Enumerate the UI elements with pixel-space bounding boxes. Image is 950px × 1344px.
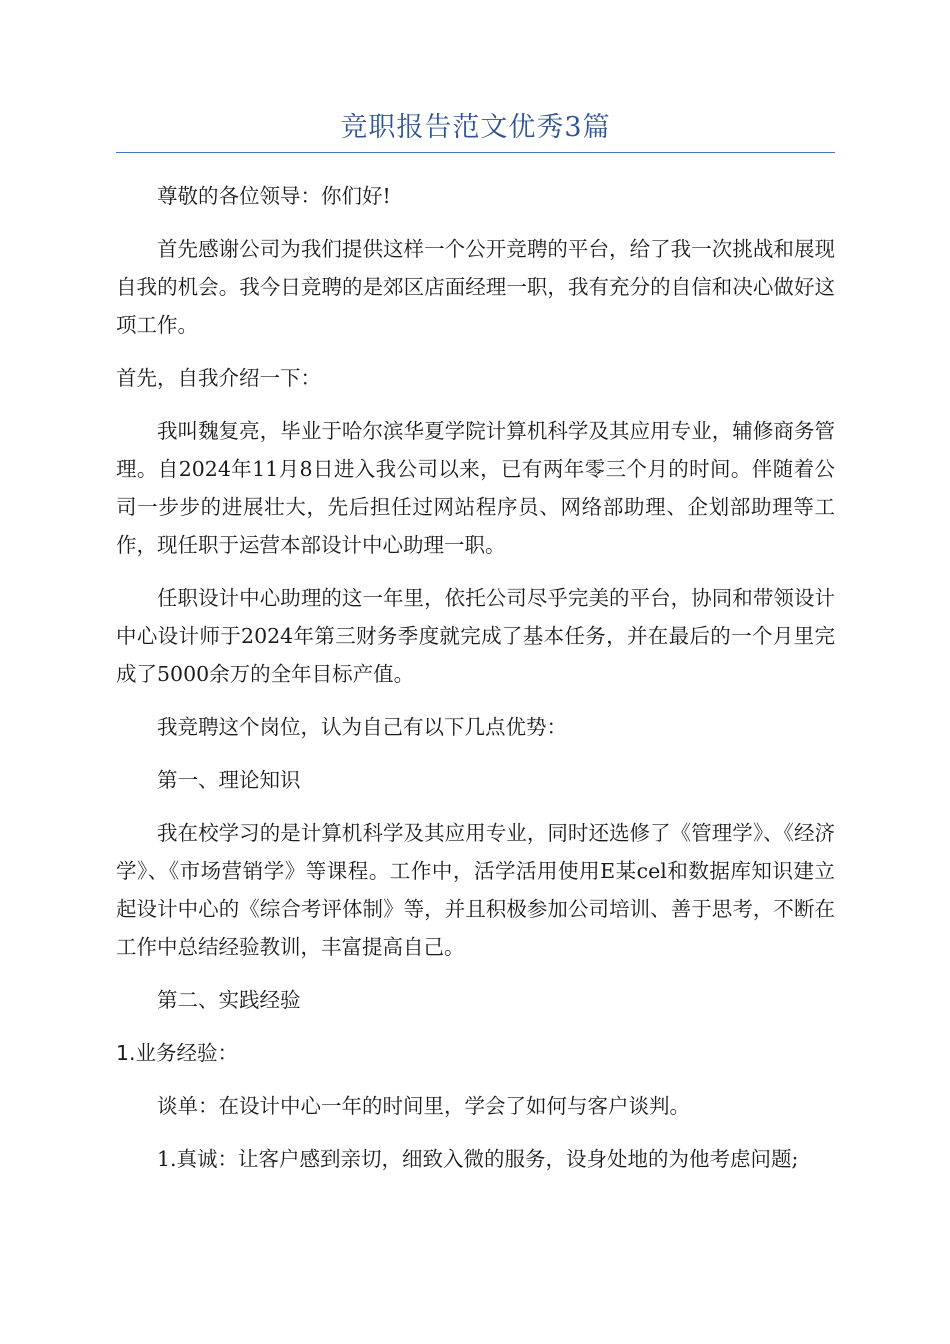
paragraph-thanks: 首先感谢公司为我们提供这样一个公开竞聘的平台，给了我一次挑战和展现自我的机会。我今日竞聘的是郊区店面经理一职，我有充分的自信和决心做好这项工作。 <box>116 237 835 337</box>
document-page <box>116 108 835 1193</box>
paragraph-greeting: 尊敬的各位领导：你们好! <box>157 184 391 208</box>
paragraph-negotiation: 谈单：在设计中心一年的时间里，学会了如何与客户谈判。 <box>157 1094 690 1118</box>
paragraph-theory: 我在校学习的是计算机科学及其应用专业，同时还选修了《管理学》、《经济学》、《市场营销学》等课程。工作中，活学活用使用E某cel和数据库知识建立起设计中心的《综合考评体制》等，并且积极参加公司培训、善于思考，不断在工作中总结经验教训，丰富提高自己。 <box>116 821 835 959</box>
paragraph-sincerity: 1.真诚：让客户感到亲切，细致入微的服务，设身处地的为他考虑问题; <box>157 1147 799 1171</box>
paragraph-intro-lead: 首先，自我介绍一下： <box>116 366 321 390</box>
title-underline <box>116 152 835 153</box>
subheading-business-experience: 1.业务经验： <box>116 1041 239 1065</box>
section-heading-theory: 第一、理论知识 <box>157 768 301 792</box>
document-title: 竞职报告范文优秀3篇 <box>340 112 611 143</box>
paragraph-advantages-lead: 我竞聘这个岗位，认为自己有以下几点优势： <box>157 715 567 739</box>
section-heading-practice: 第二、实践经验 <box>157 988 301 1012</box>
paragraph-self-intro: 我叫魏复亮，毕业于哈尔滨华夏学院计算机科学及其应用专业，辅修商务管理。自2024年11月8日进入我公司以来，已有两年零三个月的时间。伴随着公司一步步的进展壮大，先后担任过网站程序员、网络部助理、企划部助理等工作，现任职于运营本部设计中心助理一职。 <box>116 419 835 557</box>
paragraph-achievement: 任职设计中心助理的这一年里，依托公司尽乎完美的平台，协同和带领设计中心设计师于2024年第三财务季度就完成了基本任务，并在最后的一个月里完成了5000余万的全年目标产值。 <box>116 586 835 686</box>
document-body <box>116 177 835 1178</box>
